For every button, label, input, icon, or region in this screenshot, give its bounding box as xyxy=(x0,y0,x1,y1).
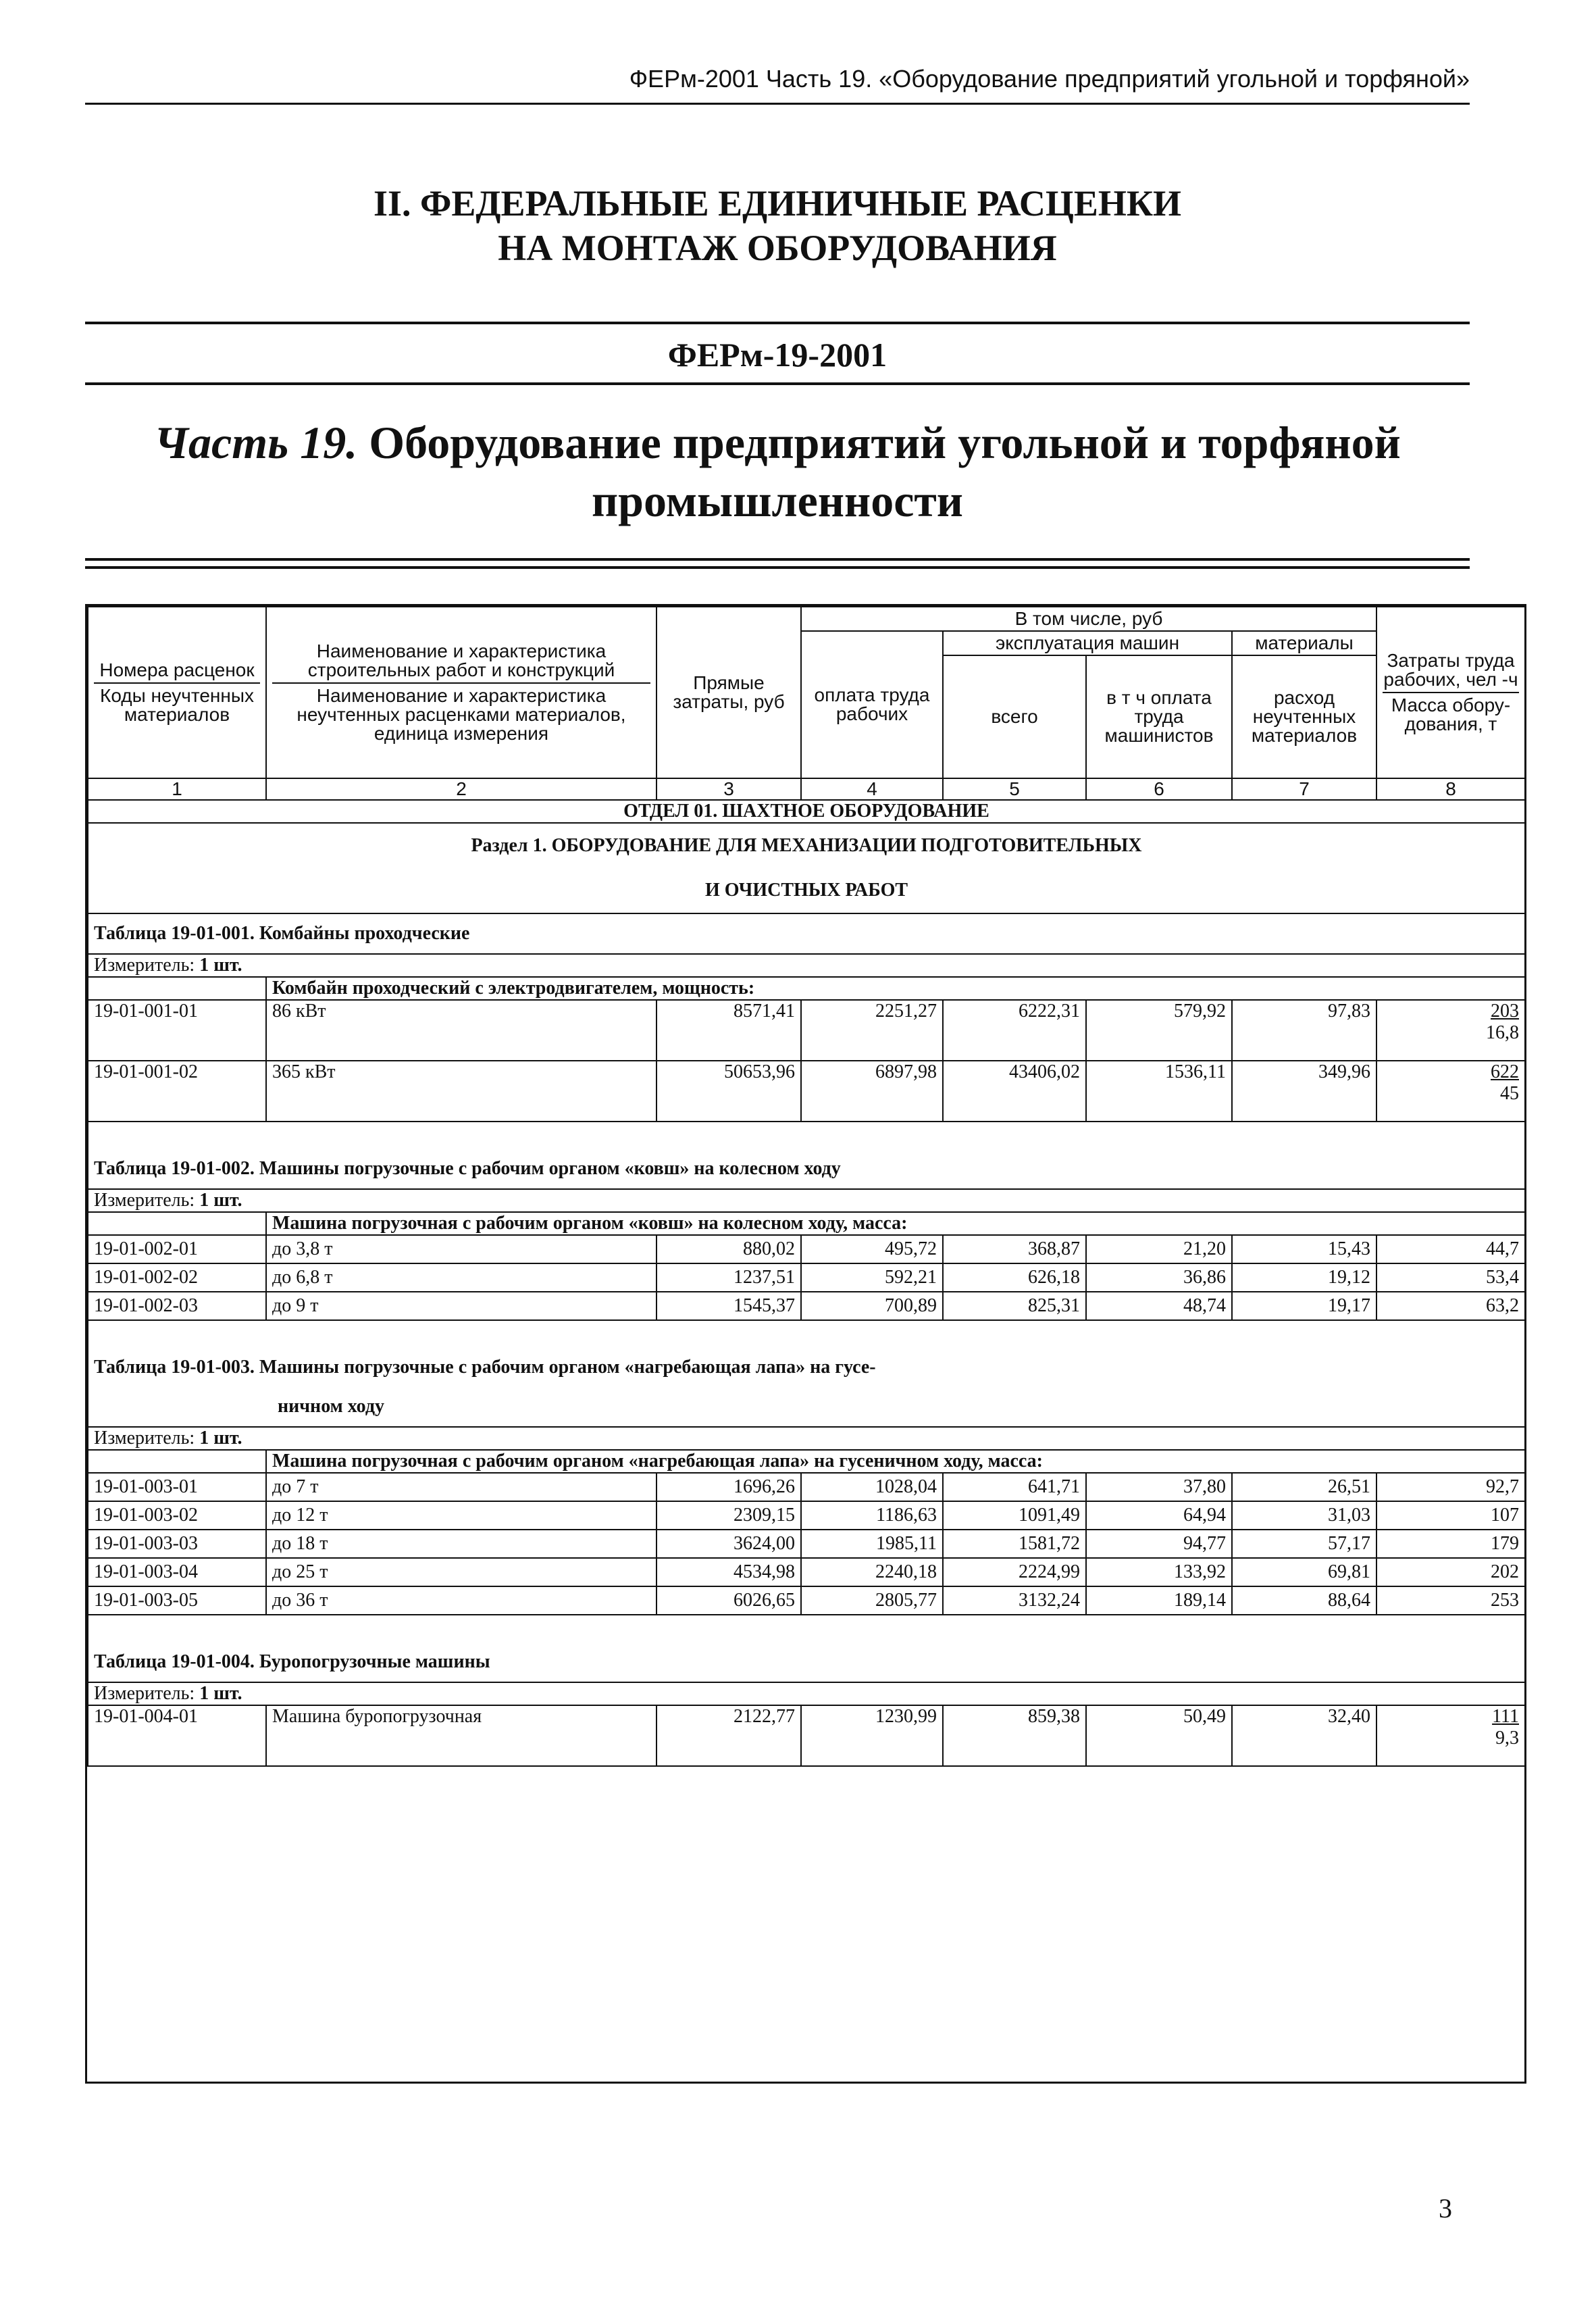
expl-header: эксплуатация машин xyxy=(943,631,1232,655)
column-numbers-row xyxy=(88,778,1525,800)
table-title-002: Таблица 19-01-002. Машины погрузочные с рабочим органом «ковш» на колесном ходу xyxy=(88,1122,1525,1189)
rates-table xyxy=(85,604,1526,2084)
colnum-4: 4 xyxy=(801,778,943,800)
main-title-line1: II. ФЕДЕРАЛЬНЫЕ ЕДИНИЧНЫЕ РАСЦЕНКИ xyxy=(373,183,1182,224)
incl-header: В том числе, руб xyxy=(801,607,1376,631)
table-row: 19-01-003-04 до 25 т 4534,98 2240,18 2224,99 133,92 69,81 202 xyxy=(88,1558,1525,1586)
main-title-line2: НА МОНТАЖ ОБОРУДОВАНИЯ xyxy=(498,228,1057,268)
col3-header: Прямые затраты, руб xyxy=(657,607,801,778)
table-row: 19-01-003-02 до 12 т 2309,15 1186,63 1091,49 64,94 31,03 107 xyxy=(88,1501,1525,1530)
col6-header: в т ч оплата труда машинистов xyxy=(1086,655,1232,778)
measure-001: Измеритель: 1 шт. xyxy=(88,954,1525,977)
colnum-2: 2 xyxy=(266,778,657,800)
group-title-002: Машина погрузочная с рабочим органом «ковш» на колесном ходу, масса: xyxy=(266,1212,1525,1235)
colnum-6: 6 xyxy=(1086,778,1232,800)
part-title xyxy=(85,413,1470,530)
table-row: 19-01-003-05 до 36 т 6026,65 2805,77 3132,24 189,14 88,64 253 xyxy=(88,1586,1525,1615)
part-name: Оборудование предприятий угольной и торфяной xyxy=(357,417,1401,468)
double-rule-top xyxy=(85,558,1470,561)
col8-header: Затраты труда рабочих, чел -ч Масса обору-дования, т xyxy=(1376,607,1525,778)
part-name-line2: промышленности xyxy=(592,475,963,526)
page-number: 3 xyxy=(1439,2193,1452,2223)
table-row: 19-01-001-01 86 кВт 8571,41 2251,27 6222,31 579,92 97,83 203 16,8 xyxy=(88,1000,1525,1061)
main-title xyxy=(85,181,1470,270)
rule-below-code xyxy=(85,382,1470,385)
collection-code: ФЕРм-19-2001 xyxy=(667,336,887,374)
col4-header: оплата труда рабочих xyxy=(801,631,943,778)
measure-003: Измеритель: 1 шт. xyxy=(88,1427,1525,1450)
table-row: 19-01-003-03 до 18 т 3624,00 1985,11 1581,72 94,77 57,17 179 xyxy=(88,1530,1525,1558)
part-number: Часть 19. xyxy=(154,417,358,468)
table-title-003: Таблица 19-01-003. Машины погрузочные с рабочим органом «нагребающая лапа» на гусе- ничном ходу xyxy=(88,1320,1525,1427)
col2-header: Наименование и характеристика строительных работ и конструкций Наименование и характеристика неучтенных расценками материалов, единица измерения xyxy=(266,607,657,778)
rule-above-code xyxy=(85,322,1470,324)
table-row: 19-01-002-01 до 3,8 т 880,02 495,72 368,87 21,20 15,43 44,7 xyxy=(88,1235,1525,1263)
table-header-row-1 xyxy=(88,607,1525,631)
table-row: 19-01-002-03 до 9 т 1545,37 700,89 825,31 48,74 19,17 63,2 xyxy=(88,1292,1525,1320)
group-title-001: Комбайн проходческий с электродвигателем, мощность: xyxy=(266,977,1525,1000)
measure-002: Измеритель: 1 шт. xyxy=(88,1189,1525,1212)
colnum-1: 1 xyxy=(88,778,266,800)
dept-row xyxy=(88,800,1525,823)
table-row: 19-01-001-02 365 кВт 50653,96 6897,98 43406,02 1536,11 349,96 622 45 xyxy=(88,1061,1525,1122)
table-title-001: Таблица 19-01-001. Комбайны проходческие xyxy=(88,913,1525,954)
col1-header: Номера расценок Коды неучтенных материалов xyxy=(88,607,266,778)
table-row: 19-01-002-02 до 6,8 т 1237,51 592,21 626,18 36,86 19,12 53,4 xyxy=(88,1263,1525,1292)
table-title-004: Таблица 19-01-004. Буропогрузочные машины xyxy=(88,1615,1525,1682)
header-rule xyxy=(85,103,1470,105)
group-title-003: Машина погрузочная с рабочим органом «нагребающая лапа» на гусеничном ходу, масса: xyxy=(266,1450,1525,1473)
measure-004: Измеритель: 1 шт. xyxy=(88,1682,1525,1705)
colnum-3: 3 xyxy=(657,778,801,800)
colnum-7: 7 xyxy=(1232,778,1376,800)
razdel-title: Раздел 1. ОБОРУДОВАНИЕ ДЛЯ МЕХАНИЗАЦИИ ПОДГОТОВИТЕЛЬНЫХ И ОЧИСТНЫХ РАБОТ xyxy=(88,823,1525,913)
dept-title: ОТДЕЛ 01. ШАХТНОЕ ОБОРУДОВАНИЕ xyxy=(88,800,1525,823)
colnum-8: 8 xyxy=(1376,778,1525,800)
mat-header: материалы xyxy=(1232,631,1376,655)
running-header: ФЕРм-2001 Часть 19. «Оборудование предприятий угольной и торфяной» xyxy=(629,65,1470,93)
razdel-row xyxy=(88,823,1525,913)
table-row: 19-01-003-01 до 7 т 1696,26 1028,04 641,71 37,80 26,51 92,7 xyxy=(88,1473,1525,1501)
col7-header: расход неучтенных материалов xyxy=(1232,655,1376,778)
colnum-5: 5 xyxy=(943,778,1086,800)
col5-header: всего xyxy=(943,655,1086,778)
table-row: 19-01-004-01 Машина буропогрузочная 2122,77 1230,99 859,38 50,49 32,40 111 9,3 xyxy=(88,1705,1525,1766)
double-rule-bottom xyxy=(85,566,1470,569)
